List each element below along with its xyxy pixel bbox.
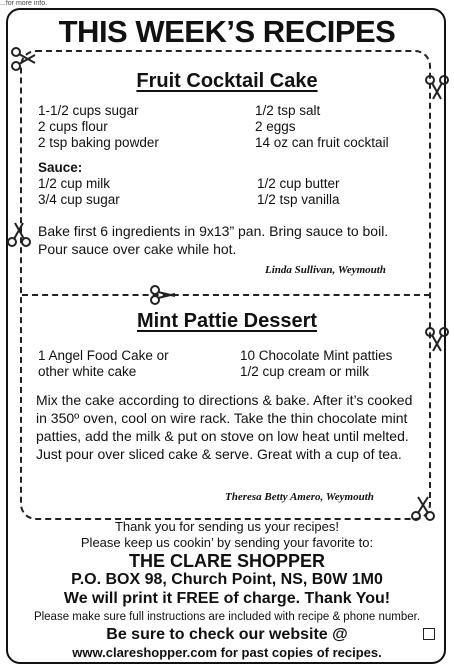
ingredient: 1/2 tsp vanilla [257, 192, 340, 207]
recipe-credit: Linda Sullivan, Weymouth [265, 264, 386, 276]
scissors-icon [10, 46, 36, 72]
ingredient: 1 Angel Food Cake or [38, 348, 169, 363]
sauce-label: Sauce: [38, 160, 83, 175]
mailing-address: P.O. BOX 98, Church Point, NS, B0W 1M0 [71, 571, 383, 588]
ingredient: 10 Chocolate Mint patties [240, 348, 393, 363]
ingredient: 3/4 cup sugar [38, 192, 120, 207]
recipe-title: Mint Pattie Dessert [136, 310, 318, 332]
coupon-divider [22, 294, 430, 296]
recipe-instructions: Mix the cake according to directions & bake. After it’s cooked in 350º oven, cool on wire rack. Take the thin chocolate mint patties, add the milk & put on stove on low heat until melted. Just pour over sliced cake & serve. Great with a cup of tea. [36, 392, 413, 462]
recipe-credit: Theresa Betty Amero, Weymouth [225, 491, 374, 503]
top-strip-text: ...for more info. [0, 0, 48, 7]
page-title: THIS WEEK’S RECIPES [58, 14, 396, 49]
recipe-instructions: Bake first 6 ingredients in 9x13” pan. Bring sauce to boil. Pour sauce over cake while hot. [38, 223, 389, 257]
ingredient: 1/2 tsp salt [255, 103, 321, 118]
scissors-icon [6, 222, 32, 248]
free-print-text: We will print it FREE of charge. Thank You! [63, 590, 391, 607]
ingredient: 1/2 cup milk [38, 176, 111, 191]
ingredient: 1/2 cup butter [257, 176, 340, 191]
instructions-note: Please make sure full instructions are included with recipe & phone number. [33, 611, 421, 623]
ingredient: 14 oz can fruit cocktail [255, 135, 389, 150]
ingredient: other white cake [38, 364, 137, 379]
ingredient: 2 cups flour [38, 119, 108, 134]
ingredient: 1/2 cup cream or milk [240, 364, 370, 379]
publication-name: THE CLARE SHOPPER [128, 551, 326, 571]
website-line: Be sure to check our website @ [106, 626, 348, 643]
scissors-icon [150, 282, 176, 308]
recipe-title: Fruit Cocktail Cake [136, 70, 318, 92]
checkbox-icon [423, 628, 435, 640]
ingredient: 2 eggs [255, 119, 296, 134]
thanks-text: Thank you for sending us your recipes! [114, 519, 339, 534]
website-url-line[interactable]: www.clareshopper.com for past copies of recipes. [72, 645, 382, 660]
ingredient: 2 tsp baking powder [38, 135, 159, 150]
ingredient: 1-1/2 cups sugar [38, 103, 139, 118]
keep-cooking-text: Please keep us cookin’ by sending your favorite to: [80, 535, 374, 550]
